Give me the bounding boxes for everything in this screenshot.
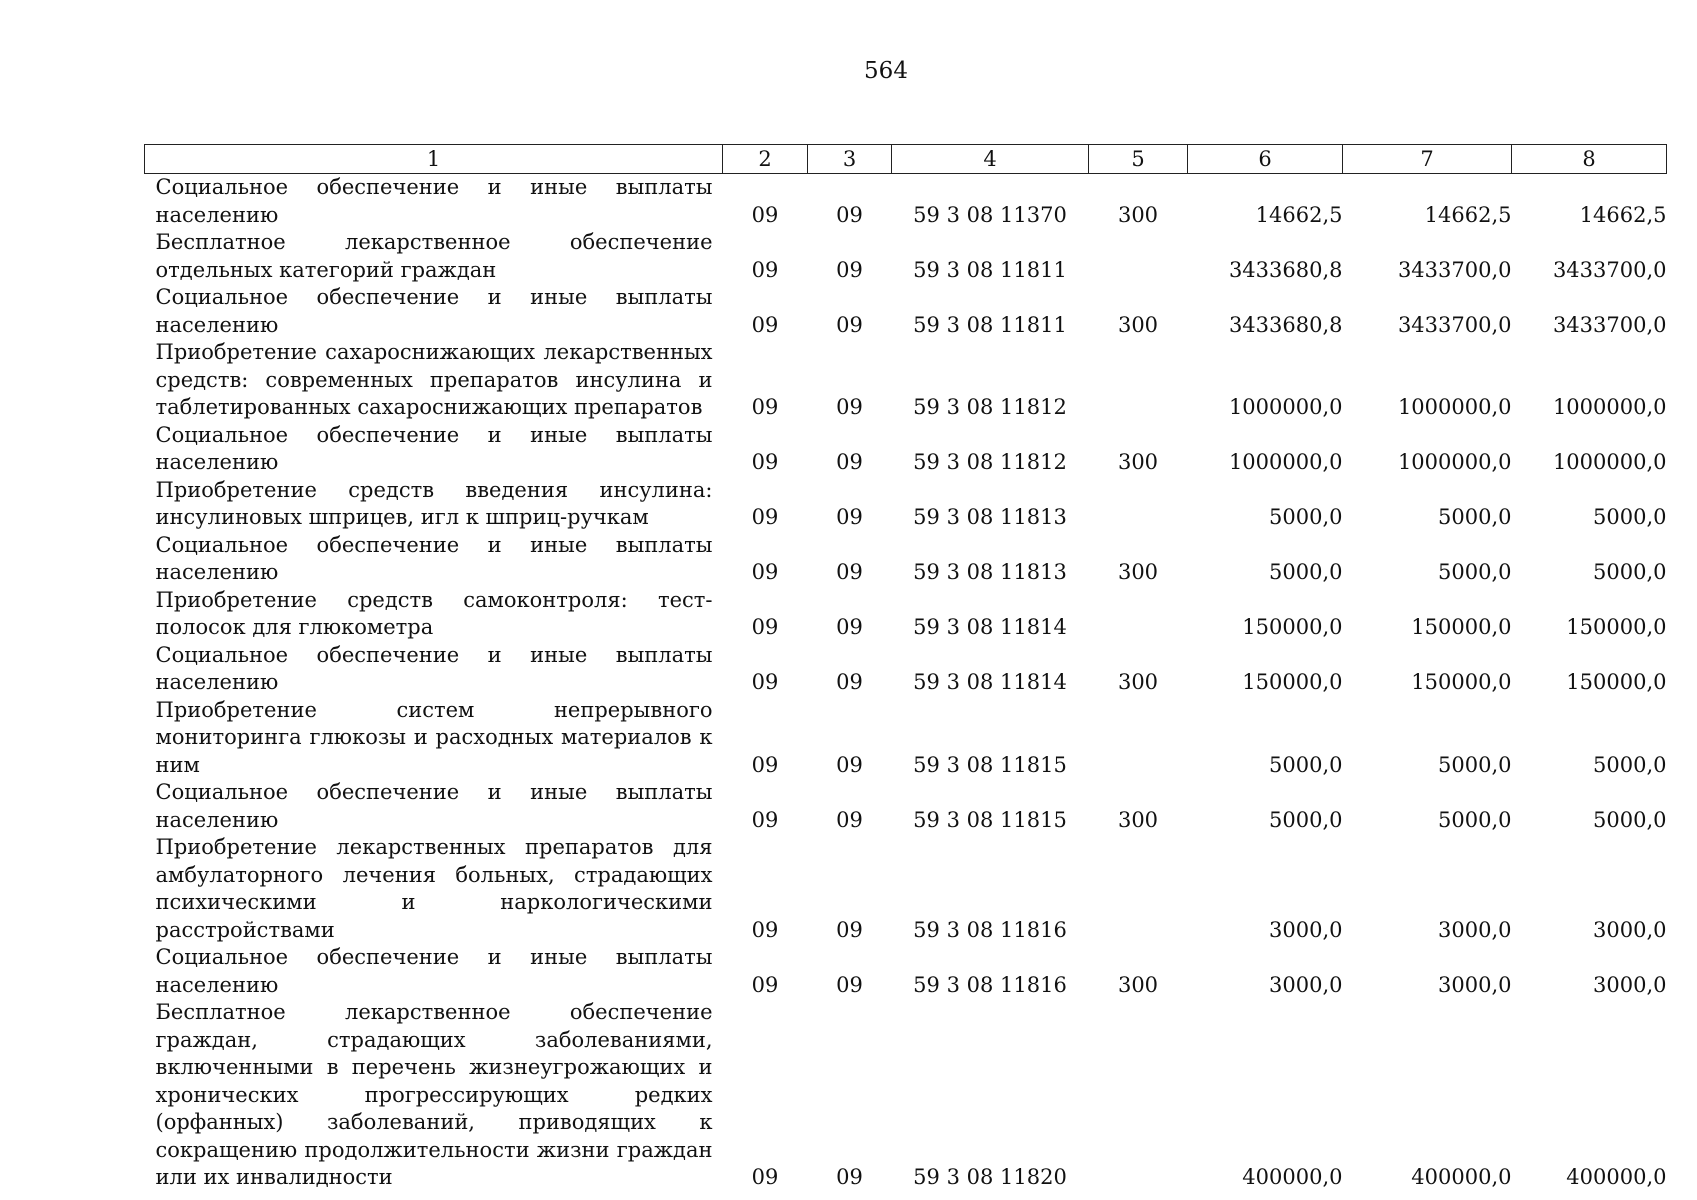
row-name-cell: Социальное обеспечение и иные выплаты населению: [155, 422, 713, 474]
target-article-cell: 59 3 08 11814: [913, 670, 1067, 694]
column-header: 5: [1089, 145, 1188, 174]
expense-type-cell: 300: [1117, 312, 1159, 337]
section-code-cell: 09: [751, 1165, 779, 1189]
table-row: [145, 422, 1667, 477]
amount-col8-cell: 1000000,0: [1552, 450, 1667, 474]
table-body: [145, 174, 1667, 1192]
section-code-cell: 09: [751, 615, 779, 639]
expense-type-cell: 300: [1117, 450, 1159, 474]
row-name-cell: Приобретение сахароснижающих лекарственных средств: современных препаратов инсулина и таблетированных сахароснижающих препаратов: [155, 340, 713, 419]
amount-col7-cell: 150000,0: [1411, 670, 1512, 694]
target-article-cell: 59 3 08 11816: [913, 917, 1067, 942]
table-row: [145, 532, 1667, 587]
amount-col8-cell: 3000,0: [1593, 917, 1667, 942]
section-code-cell: 09: [751, 972, 779, 997]
amount-col7-cell: 5000,0: [1438, 807, 1512, 832]
table-row: [145, 477, 1667, 532]
amount-col6-cell: 1000000,0: [1228, 395, 1343, 419]
table-row: [145, 339, 1667, 422]
expense-type-cell: 300: [1117, 670, 1159, 694]
amount-col6-cell: 5000,0: [1269, 505, 1343, 529]
target-article-cell: 59 3 08 11816: [913, 972, 1067, 997]
amount-col8-cell: 5000,0: [1593, 560, 1667, 584]
amount-col7-cell: 3000,0: [1438, 972, 1512, 997]
target-article-cell: 59 3 08 11812: [913, 395, 1067, 419]
amount-col6-cell: 5000,0: [1269, 807, 1343, 832]
subsection-code-cell: 09: [836, 505, 863, 529]
amount-col7-cell: 14662,5: [1424, 202, 1512, 227]
expense-type-cell: 300: [1117, 560, 1159, 584]
section-code-cell: 09: [751, 395, 779, 419]
amount-col7-cell: 5000,0: [1438, 505, 1512, 529]
table-row: [145, 284, 1667, 339]
subsection-code-cell: 09: [836, 395, 863, 419]
subsection-code-cell: 09: [836, 917, 863, 942]
row-name-cell: Социальное обеспечение и иные выплаты населению: [155, 945, 713, 997]
target-article-cell: 59 3 08 11815: [913, 807, 1067, 832]
amount-col7-cell: 3433700,0: [1397, 312, 1512, 337]
target-article-cell: 59 3 08 11820: [913, 1165, 1067, 1189]
column-number-row: [145, 145, 1667, 174]
subsection-code-cell: 09: [836, 670, 863, 694]
expense-type-cell: 300: [1117, 202, 1159, 227]
subsection-code-cell: 09: [836, 257, 863, 282]
amount-col6-cell: 3000,0: [1269, 917, 1343, 942]
amount-col7-cell: 5000,0: [1438, 752, 1512, 777]
amount-col6-cell: 5000,0: [1269, 752, 1343, 777]
row-name-cell: Приобретение средств самоконтроля: тест-полосок для глюкометра: [155, 587, 713, 639]
amount-col8-cell: 1000000,0: [1552, 395, 1667, 419]
section-code-cell: 09: [751, 752, 779, 777]
column-header: 1: [145, 145, 723, 174]
amount-col6-cell: 5000,0: [1269, 560, 1343, 584]
subsection-code-cell: 09: [836, 450, 863, 474]
table-row: [145, 697, 1667, 780]
table-row: [145, 174, 1667, 230]
target-article-cell: 59 3 08 11370: [913, 202, 1067, 227]
row-name-cell: Социальное обеспечение и иные выплаты населению: [155, 532, 713, 584]
target-article-cell: 59 3 08 11811: [913, 257, 1067, 282]
amount-col8-cell: 5000,0: [1593, 752, 1667, 777]
row-name-cell: Социальное обеспечение и иные выплаты населению: [155, 780, 713, 832]
column-header: 6: [1188, 145, 1343, 174]
amount-col7-cell: 150000,0: [1411, 615, 1512, 639]
expense-type-cell: [1089, 697, 1188, 780]
subsection-code-cell: 09: [836, 807, 863, 832]
section-code-cell: 09: [751, 670, 779, 694]
amount-col7-cell: 3433700,0: [1397, 257, 1512, 282]
row-name-cell: Социальное обеспечение и иные выплаты населению: [155, 285, 713, 337]
amount-col6-cell: 3433680,8: [1228, 312, 1343, 337]
section-code-cell: 09: [751, 202, 779, 227]
amount-col8-cell: 5000,0: [1593, 505, 1667, 529]
row-name-cell: Социальное обеспечение и иные выплаты населению: [155, 175, 713, 227]
amount-col8-cell: 400000,0: [1566, 1165, 1667, 1189]
row-name-cell: Приобретение средств введения инсулина: инсулиновых шприцев, игл к шприц-ручкам: [155, 477, 713, 529]
column-header: 3: [808, 145, 892, 174]
table-row: [145, 834, 1667, 944]
amount-col8-cell: 3433700,0: [1552, 257, 1667, 282]
subsection-code-cell: 09: [836, 202, 863, 227]
target-article-cell: 59 3 08 11811: [913, 312, 1067, 337]
table-row: [145, 779, 1667, 834]
amount-col8-cell: 3000,0: [1593, 972, 1667, 997]
amount-col6-cell: 150000,0: [1242, 670, 1343, 694]
subsection-code-cell: 09: [836, 752, 863, 777]
expense-type-cell: [1089, 477, 1188, 532]
amount-col8-cell: 150000,0: [1566, 670, 1667, 694]
row-name-cell: Бесплатное лекарственное обеспечение отдельных категорий граждан: [155, 230, 713, 282]
expense-type-cell: [1089, 999, 1188, 1192]
expense-type-cell: 300: [1117, 972, 1159, 997]
expense-type-cell: [1089, 339, 1188, 422]
table-row: [145, 229, 1667, 284]
amount-col6-cell: 3433680,8: [1228, 257, 1343, 282]
amount-col8-cell: 5000,0: [1593, 807, 1667, 832]
expense-type-cell: [1089, 587, 1188, 642]
subsection-code-cell: 09: [836, 1165, 863, 1189]
amount-col7-cell: 3000,0: [1438, 917, 1512, 942]
section-code-cell: 09: [751, 807, 779, 832]
section-code-cell: 09: [751, 917, 779, 942]
row-name-cell: Социальное обеспечение и иные выплаты населению: [155, 642, 713, 694]
subsection-code-cell: 09: [836, 972, 863, 997]
amount-col6-cell: 14662,5: [1255, 202, 1343, 227]
target-article-cell: 59 3 08 11813: [913, 505, 1067, 529]
row-name-cell: Бесплатное лекарственное обеспечение граждан, страдающих заболеваниями, включенными в перечень жизнеугрожающих и хронических прогрессирующих редких (орфанных) заболеваний, приводящих к сокращению продолжительности жизни граждан или их инвалидности: [155, 1000, 713, 1189]
expense-type-cell: 300: [1117, 807, 1159, 832]
page-number: 564: [864, 58, 908, 84]
amount-col6-cell: 400000,0: [1242, 1165, 1343, 1189]
subsection-code-cell: 09: [836, 560, 863, 584]
amount-col6-cell: 1000000,0: [1228, 450, 1343, 474]
amount-col7-cell: 1000000,0: [1397, 450, 1512, 474]
amount-col7-cell: 1000000,0: [1397, 395, 1512, 419]
subsection-code-cell: 09: [836, 312, 863, 337]
amount-col7-cell: 5000,0: [1438, 560, 1512, 584]
table-row: [145, 587, 1667, 642]
amount-col8-cell: 150000,0: [1566, 615, 1667, 639]
section-code-cell: 09: [751, 450, 779, 474]
table-row: [145, 944, 1667, 999]
expense-type-cell: [1089, 229, 1188, 284]
table-row: [145, 642, 1667, 697]
section-code-cell: 09: [751, 312, 779, 337]
amount-col6-cell: 3000,0: [1269, 972, 1343, 997]
target-article-cell: 59 3 08 11814: [913, 615, 1067, 639]
column-header: 8: [1512, 145, 1667, 174]
target-article-cell: 59 3 08 11815: [913, 752, 1067, 777]
target-article-cell: 59 3 08 11812: [913, 450, 1067, 474]
amount-col6-cell: 150000,0: [1242, 615, 1343, 639]
column-header: 7: [1343, 145, 1512, 174]
target-article-cell: 59 3 08 11813: [913, 560, 1067, 584]
section-code-cell: 09: [751, 560, 779, 584]
column-header: 4: [892, 145, 1089, 174]
budget-table: [144, 144, 1667, 1192]
row-name-cell: Приобретение систем непрерывного мониторинга глюкозы и расходных материалов к ним: [155, 697, 713, 777]
amount-col7-cell: 400000,0: [1411, 1165, 1512, 1189]
row-name-cell: Приобретение лекарственных препаратов для амбулаторного лечения больных, страдающих психическими и наркологическими расстройствами: [155, 835, 713, 942]
section-code-cell: 09: [751, 505, 779, 529]
section-code-cell: 09: [751, 257, 779, 282]
amount-col8-cell: 14662,5: [1579, 202, 1667, 227]
amount-col8-cell: 3433700,0: [1552, 312, 1667, 337]
subsection-code-cell: 09: [836, 615, 863, 639]
table-row: [145, 999, 1667, 1192]
expense-type-cell: [1089, 834, 1188, 944]
column-header: 2: [723, 145, 808, 174]
